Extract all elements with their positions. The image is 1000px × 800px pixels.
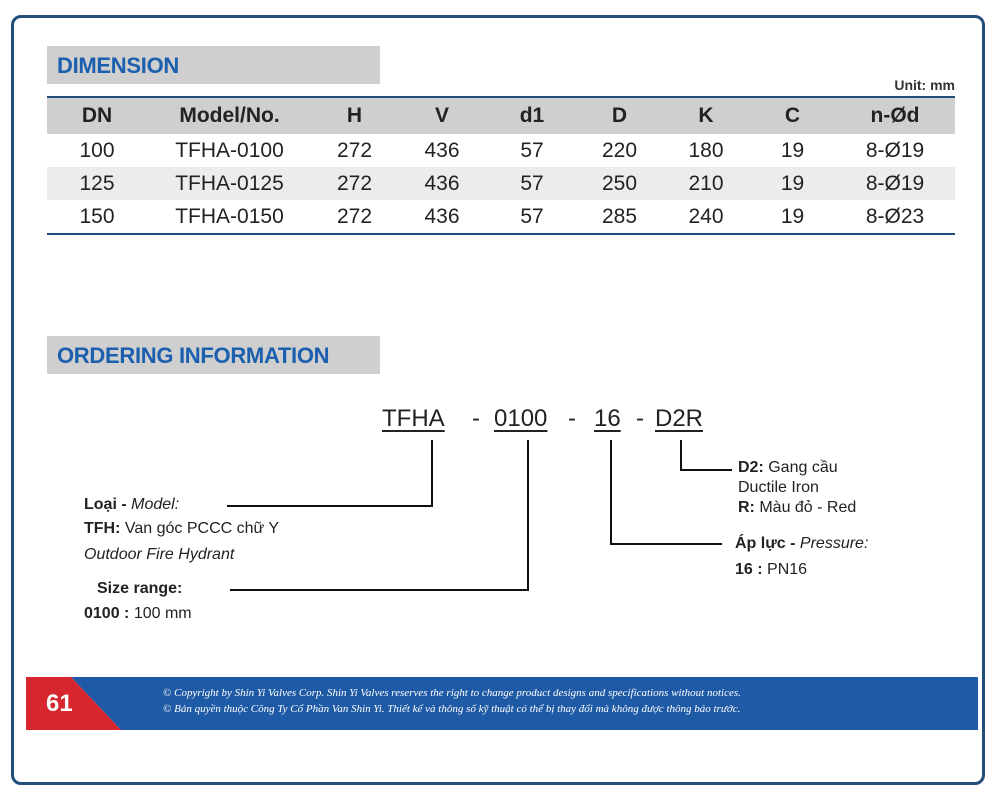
table-cell: 285 [577,200,662,234]
size-value: 100 mm [129,605,192,622]
pressure-value: PN16 [762,561,808,578]
table-cell: 57 [487,200,577,234]
connector-line [230,589,529,591]
table-cell: 436 [397,200,487,234]
footer-banner [26,677,978,730]
ordering-section-title: ORDERING INFORMATION [47,336,380,374]
table-cell: 19 [780,138,805,162]
connector-line [680,469,732,471]
size-code: 0100 : [84,605,130,622]
table-cell: 57 [520,138,544,162]
table-row [47,200,955,234]
table-cell: 272 [312,200,397,234]
table-cell: TFHA-0100 [175,138,284,162]
table-cell: 272 [336,138,373,162]
model-label [84,495,179,515]
col-header: C [750,97,835,134]
material-r-text: Màu đỏ - Red [754,499,857,516]
connector-line [227,505,433,507]
copyright-vn: © Bản quyền thuộc Công Ty Cổ Phần Van Shin Yi. Thiết kế và thông số kỹ thuật có thể bị thay đổi mà không được thông báo trước. [163,703,741,715]
connector-line [610,440,612,545]
material-d2-en: Ductile Iron [738,479,819,496]
model-desc-vn: Van góc PCCC chữ Y [120,520,280,537]
col-header: H [312,97,397,134]
col-header: D [577,97,662,134]
pressure-label [735,534,868,554]
code-separator: - [472,405,480,432]
table-cell: 100 [79,138,115,162]
table-cell: 436 [424,138,460,162]
code-separator: - [568,405,576,432]
material-code-d2: D2: [738,459,764,476]
unit-label: Unit: mm [894,77,955,93]
table-cell: 272 [312,167,397,200]
table-cell: 150 [47,200,147,234]
connector-line [527,440,529,590]
code-pressure [594,405,621,433]
code-size [494,405,547,433]
col-header: V [397,97,487,134]
model-label-vn: Loại - [84,496,132,513]
table-cell: 125 [47,167,147,200]
model-code: TFH: [84,520,121,537]
connector-line [680,440,682,471]
table-cell: 240 [662,200,750,234]
model-label-en: Model: [131,496,180,513]
model-desc-en: Outdoor Fire Hydrant [84,546,235,563]
table-cell: 8-Ø23 [835,200,955,234]
pressure-label-vn: Áp lực - [735,535,800,552]
code-material-text: D2R [655,405,704,432]
code-model [382,405,445,433]
table-cell: 180 [688,138,724,162]
material-d2 [738,458,838,478]
pressure-label-en: Pressure: [799,535,869,552]
pressure-info [735,560,807,580]
table-cell: 57 [487,167,577,200]
pressure-code: 16 : [735,561,763,578]
table-cell: TFHA-0125 [147,167,312,200]
table-cell: 210 [662,167,750,200]
code-size-text: 0100 [494,405,548,432]
material-d2-vn: Gang cầu [763,459,838,476]
table-row [47,134,955,167]
table-cell: 8-Ø19 [865,138,925,162]
table-row [47,167,955,200]
model-desc [84,519,279,539]
dimension-table [47,96,955,235]
col-header: n-Ød [835,97,955,134]
col-header: Model/No. [147,97,312,134]
size-label: Size range: [97,580,183,597]
code-pressure-text: 16 [594,405,621,432]
table-cell: 19 [750,200,835,234]
col-header: K [662,97,750,134]
dimension-section-title: DIMENSION [47,46,380,84]
table-cell: 436 [397,167,487,200]
code-separator: - [636,405,644,432]
connector-line [610,543,722,545]
material-r [738,498,856,518]
connector-line [431,440,433,506]
col-header: DN [47,97,147,134]
material-code-r: R: [738,499,755,516]
table-cell: 19 [750,167,835,200]
code-model-text: TFHA [382,405,445,432]
col-header: d1 [487,97,577,134]
table-cell: 250 [577,167,662,200]
size-info [84,604,192,624]
code-material [655,405,703,433]
copyright-en: © Copyright by Shin Yi Valves Corp. Shin Yi Valves reserves the right to change product designs and specifications without notices. [163,687,741,699]
table-cell: TFHA-0150 [147,200,312,234]
page-number: 61 [46,690,73,717]
table-cell: 8-Ø19 [835,167,955,200]
table-header-row [47,97,955,134]
table-cell: 220 [601,138,638,162]
